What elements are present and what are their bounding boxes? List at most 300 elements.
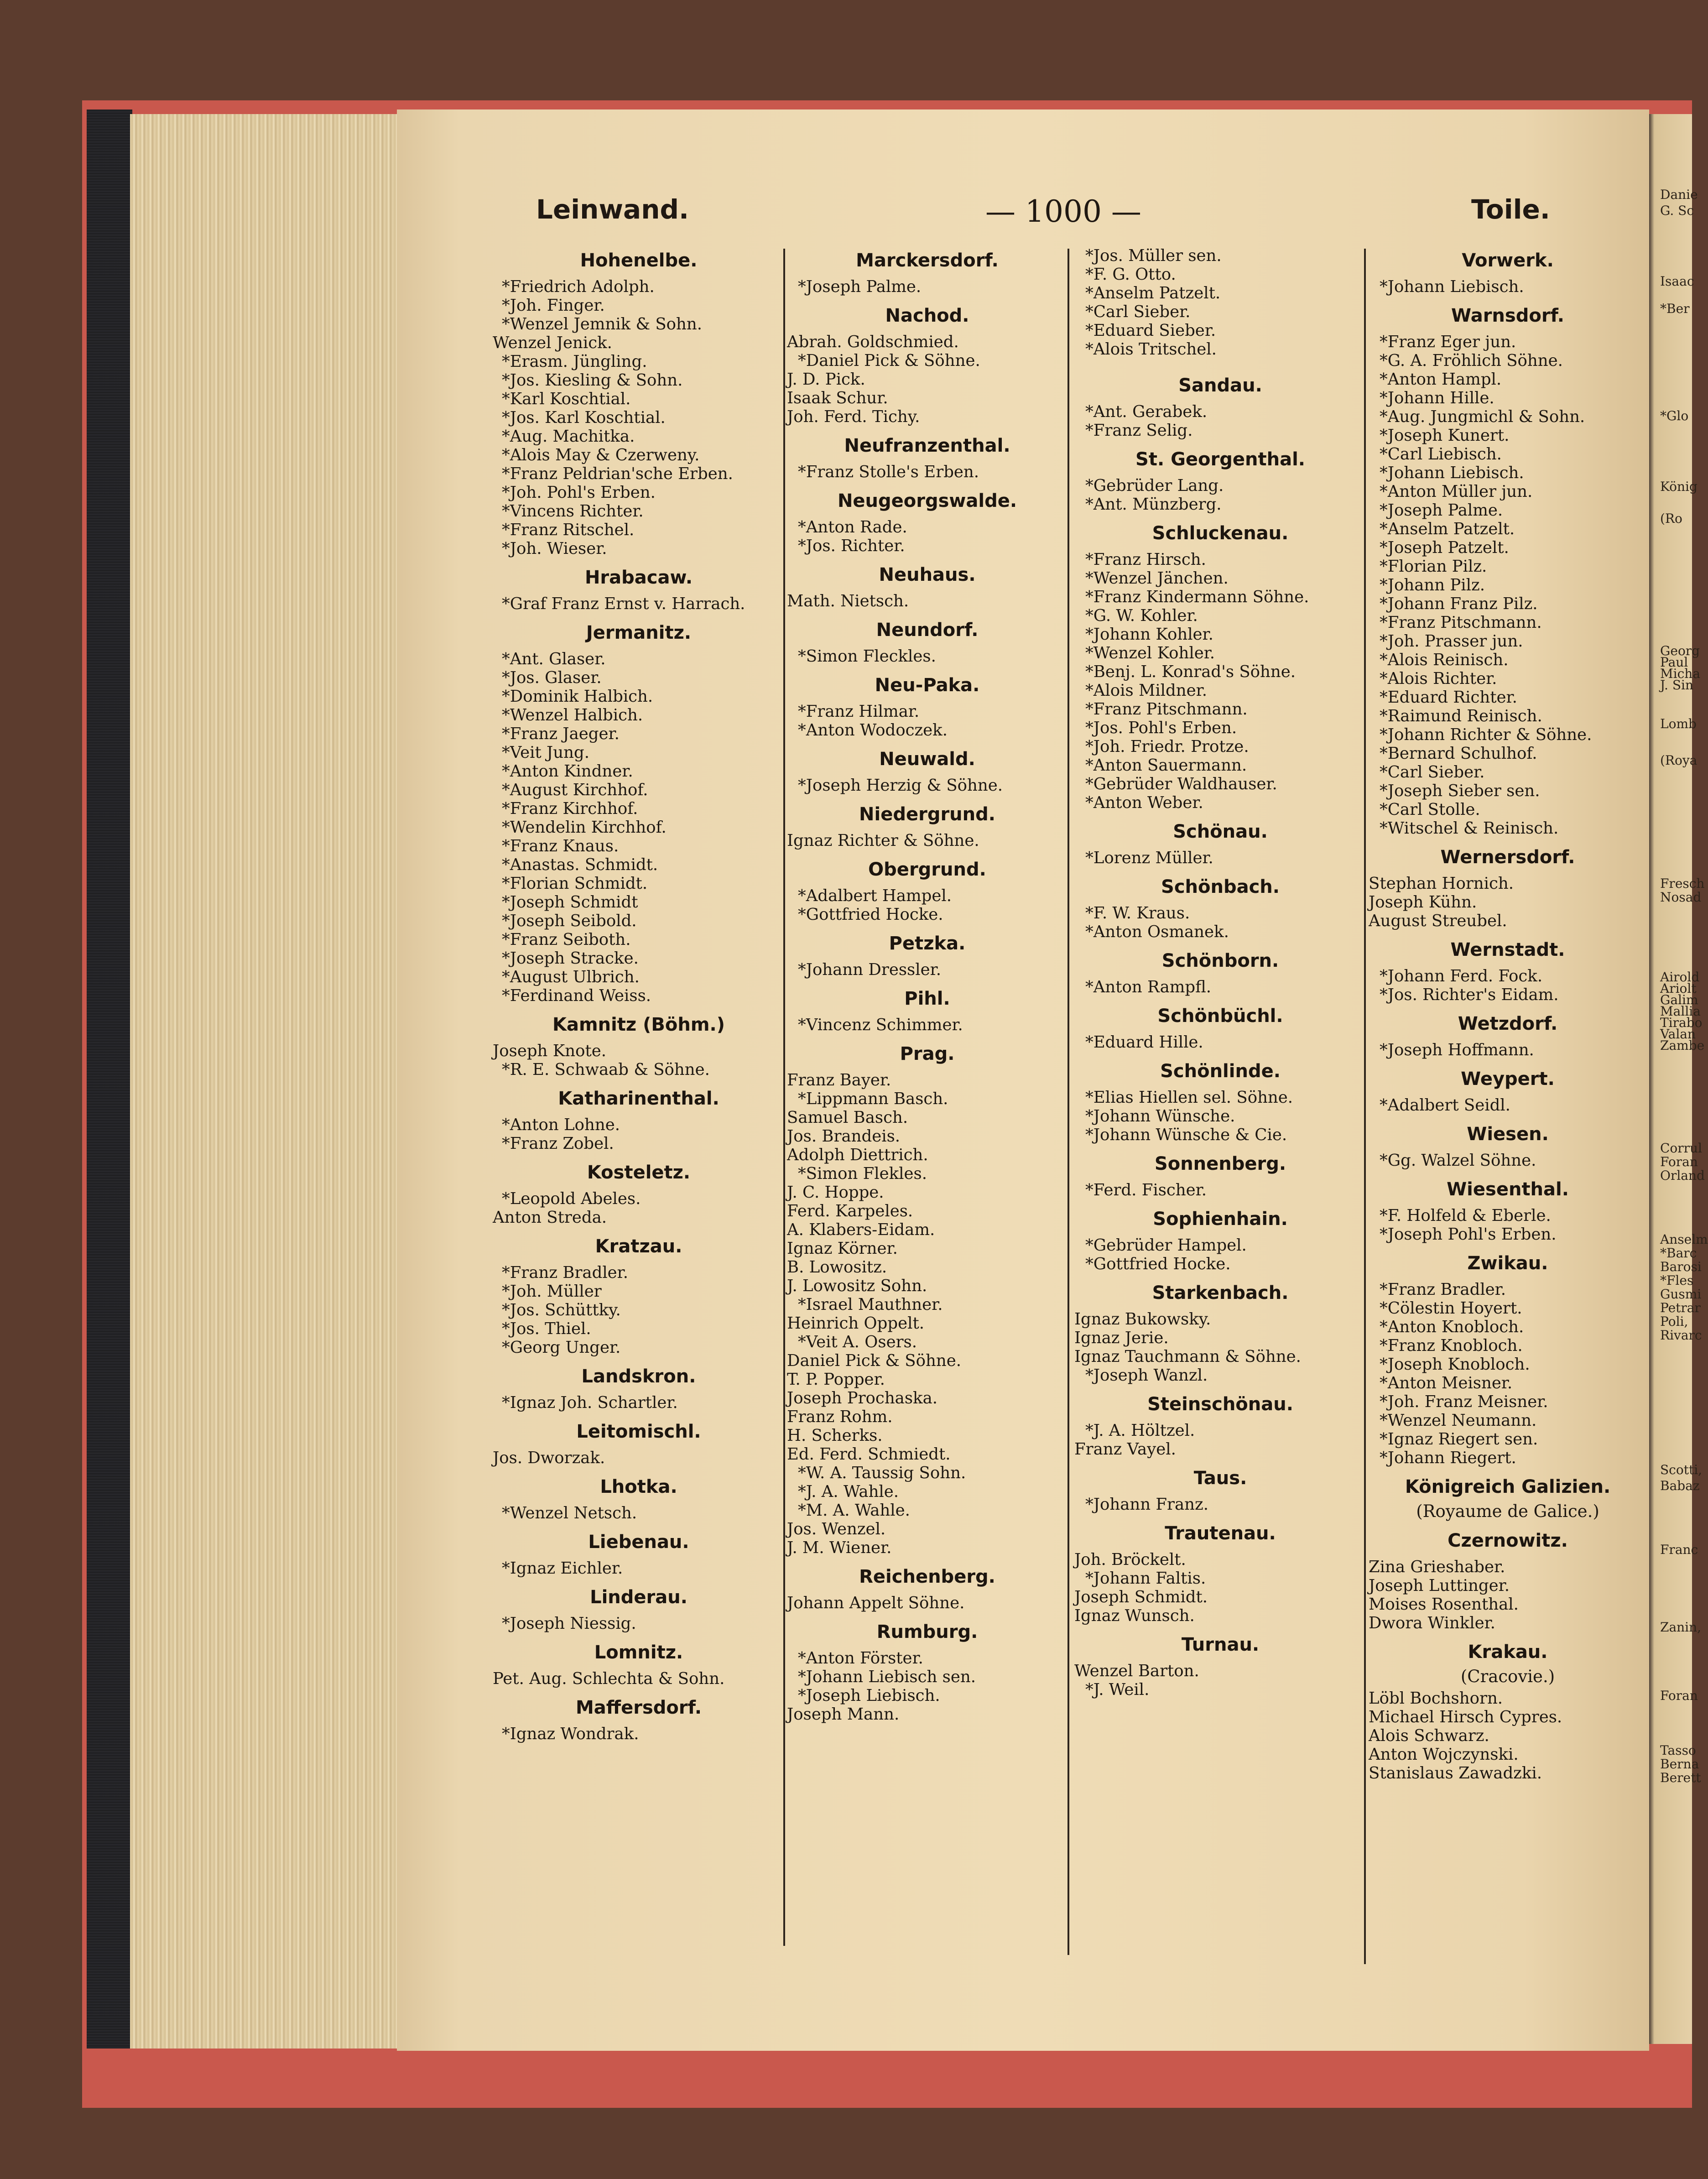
firm-entry: Johann Appelt Söhne. (787, 1594, 965, 1612)
facing-page-fragment: Scotti, (1660, 1462, 1703, 1477)
firm-entry: *Joseph Liebisch. (798, 1686, 940, 1705)
firm-entry: Wenzel Barton. (1074, 1662, 1199, 1680)
firm-entry: *Gebrüder Lang. (1085, 476, 1224, 495)
directory-column-1 (493, 246, 785, 1743)
town-heading: Sandau. (1178, 375, 1262, 396)
firm-entry: Jos. Brandeis. (787, 1127, 901, 1146)
firm-entry: *G. A. Fröhlich Söhne. (1380, 351, 1563, 370)
firm-entry: *Joh. Pohl's Erben. (502, 483, 656, 502)
firm-entry: *Franz Bradler. (502, 1263, 629, 1282)
firm-entry: *Johann Pilz. (1380, 576, 1485, 594)
firm-entry: *Erasm. Jüngling. (502, 352, 647, 371)
firm-entry: Daniel Pick & Söhne. (787, 1351, 962, 1370)
town-heading: Niedergrund. (859, 804, 995, 825)
firm-entry: *Anton Meisner. (1380, 1374, 1513, 1392)
firm-entry: *Georg Unger. (502, 1338, 621, 1357)
firm-entry: *Wenzel Netsch. (502, 1504, 637, 1522)
facing-page-fragment: Zambe (1660, 1038, 1705, 1053)
directory-column-3 (1074, 246, 1366, 1699)
facing-page-fragment: G. Sc (1660, 203, 1694, 218)
firm-entry: *Anton Hampl. (1380, 370, 1502, 389)
firm-entry: *Joseph Wanzl. (1085, 1366, 1208, 1385)
town-heading: Leitomischl. (576, 1421, 701, 1442)
firm-entry: *Jos. Richter's Eidam. (1380, 985, 1559, 1004)
firm-entry: *Ignaz Riegert sen. (1380, 1430, 1538, 1449)
town-heading: Lomnitz. (594, 1642, 683, 1663)
firm-entry: *Wenzel Kohler. (1085, 644, 1215, 662)
town-heading: Steinschönau. (1147, 1394, 1293, 1415)
firm-entry: *Gottfried Hocke. (1085, 1255, 1231, 1273)
firm-entry: *Johann Richter & Söhne. (1380, 725, 1592, 744)
firm-entry: *Ant. Münzberg. (1085, 495, 1222, 514)
firm-entry: *Joseph Kunert. (1380, 426, 1510, 445)
firm-entry: *Dominik Halbich. (502, 687, 653, 706)
firm-entry: *Adalbert Hampel. (798, 886, 952, 905)
firm-entry: *Jos. Richter. (798, 537, 905, 555)
town-heading: Neundorf. (876, 620, 979, 641)
continued-entries (1074, 246, 1366, 359)
facing-page-fragment: *Fles (1660, 1273, 1694, 1288)
facing-page-fragment: Barosi (1660, 1259, 1702, 1274)
firm-entry: Pet. Aug. Schlechta & Sohn. (493, 1669, 725, 1688)
firm-entry: Stephan Hornich. (1369, 874, 1514, 893)
page-number: — 1000 — (985, 194, 1141, 229)
facing-page-fragment: Paul (1660, 655, 1688, 670)
firm-entry: J. Lowositz Sohn. (787, 1277, 927, 1295)
town-heading: Marckersdorf. (856, 250, 999, 271)
facing-page-fragment: Gusmi (1660, 1287, 1702, 1302)
town-heading: Hohenelbe. (580, 250, 698, 271)
town-heading: Rumburg. (876, 1621, 978, 1642)
firm-entry: *Anton Weber. (1085, 793, 1203, 812)
town-heading: Trautenau. (1165, 1523, 1276, 1544)
firm-entry: Stanislaus Zawadzki. (1369, 1764, 1542, 1783)
firm-entry: Isaak Schur. (787, 389, 888, 407)
firm-entry: *Joh. Finger. (502, 296, 605, 315)
town-heading: Neugeorgswalde. (837, 490, 1017, 511)
firm-entry: *Joseph Herzig & Söhne. (798, 776, 1003, 795)
town-heading: Wiesenthal. (1447, 1179, 1569, 1200)
town-subheading: (Royaume de Galice.) (1416, 1501, 1599, 1521)
facing-page-fragment: Babaz (1660, 1478, 1700, 1493)
facing-page-fragment: Valan (1660, 1027, 1696, 1042)
firm-entry: Ignaz Bukowsky. (1074, 1310, 1211, 1329)
town-heading: Taus. (1193, 1468, 1247, 1489)
facing-page-fragment: Tirabo (1660, 1015, 1703, 1030)
firm-entry: Michael Hirsch Cypres. (1369, 1708, 1562, 1726)
firm-entry: Joseph Knote. (493, 1042, 607, 1060)
firm-entry: *Jos. Kiesling & Sohn. (502, 371, 683, 390)
firm-entry: *Johann Liebisch sen. (798, 1668, 976, 1686)
firm-entry: Heinrich Oppelt. (787, 1314, 925, 1333)
firm-entry: *Joseph Pohl's Erben. (1380, 1225, 1557, 1244)
town-heading: Katharinenthal. (558, 1088, 719, 1109)
firm-entry: Moises Rosenthal. (1369, 1595, 1519, 1614)
firm-entry: *Johann Liebisch. (1380, 277, 1524, 296)
firm-entry: *Anton Müller jun. (1380, 482, 1533, 501)
facing-page-fragment: Rivarc (1660, 1328, 1702, 1343)
facing-page-fragment: Berna (1660, 1757, 1699, 1772)
firm-entry: *Lorenz Müller. (1085, 849, 1213, 867)
town-heading: Neu-Paka. (875, 675, 980, 696)
firm-entry: *J. A. Wahle. (798, 1482, 899, 1501)
facing-page-fragment: J. Sin (1660, 678, 1694, 693)
firm-entry: Franz Rohm. (787, 1407, 893, 1426)
firm-entry: *Franz Knaus. (502, 837, 619, 855)
firm-entry: *Franz Pitschmann. (1380, 613, 1542, 632)
firm-entry: *Ferdinand Weiss. (502, 986, 651, 1005)
firm-entry: *Anton Knobloch. (1380, 1318, 1524, 1336)
firm-entry: *Jos. Glaser. (502, 668, 602, 687)
firm-entry: *Joh. Wieser. (502, 539, 607, 558)
firm-entry: *Ant. Glaser. (502, 650, 606, 668)
firm-entry: Jos. Dworzak. (493, 1449, 605, 1467)
firm-entry: *Franz Zobel. (502, 1134, 614, 1153)
firm-entry: *Joseph Niessig. (502, 1614, 636, 1633)
town-heading: Linderau. (590, 1587, 687, 1608)
firm-entry: *Jos. Thiel. (502, 1319, 591, 1338)
firm-entry: *Joh. Franz Meisner. (1380, 1392, 1548, 1411)
firm-entry: *Veit A. Osers. (798, 1333, 917, 1351)
firm-entry: *Johann Kohler. (1085, 625, 1213, 644)
firm-entry: Math. Nietsch. (787, 592, 909, 610)
firm-entry: *Gebrüder Waldhauser. (1085, 775, 1277, 793)
firm-entry: *Aug. Jungmichl & Sohn. (1380, 407, 1585, 426)
firm-entry: Ed. Ferd. Schmiedt. (787, 1445, 951, 1464)
firm-entry: *Anton Rampfl. (1085, 978, 1212, 996)
firm-entry: *Johann Riegert. (1380, 1449, 1516, 1467)
firm-entry: *Florian Pilz. (1380, 557, 1487, 576)
firm-entry: *Jos. Müller sen. (1085, 246, 1222, 265)
firm-entry: Joseph Schmidt. (1074, 1588, 1208, 1606)
firm-entry: J. M. Wiener. (787, 1538, 892, 1557)
firm-entry: *Joseph Palme. (798, 277, 922, 296)
firm-entry: *Joseph Palme. (1380, 501, 1503, 520)
firm-entry: *Wenzel Jänchen. (1085, 569, 1229, 588)
firm-entry: *Franz Selig. (1085, 421, 1193, 440)
facing-page-fragment: Galim (1660, 992, 1698, 1007)
firm-entry: *Karl Koschtial. (502, 390, 631, 408)
firm-entry: Joseph Mann. (787, 1705, 900, 1724)
town-heading: Lhotka. (600, 1476, 677, 1497)
firm-entry: Joseph Prochaska. (787, 1389, 938, 1407)
firm-entry: *Alois Tritschel. (1085, 340, 1217, 359)
firm-entry: *Vincens Richter. (502, 502, 644, 521)
facing-page-fragment: Foran (1660, 1154, 1698, 1169)
facing-page-fragment: Corrul (1660, 1141, 1703, 1156)
firm-entry: *Raimund Reinisch. (1380, 707, 1542, 725)
firm-entry: Joh. Bröckelt. (1074, 1550, 1186, 1569)
facing-page-fragment: Franc (1660, 1542, 1698, 1557)
firm-entry: *Veit Jung. (502, 743, 590, 762)
firm-entry: *Wenzel Halbich. (502, 706, 643, 725)
firm-entry: *Wendelin Kirchhof. (502, 818, 667, 837)
firm-entry: Joseph Luttinger. (1369, 1576, 1510, 1595)
firm-entry: *Alois Richter. (1380, 669, 1497, 688)
facing-page-fragment: Mallia (1660, 1004, 1701, 1019)
firm-entry: August Streubel. (1369, 912, 1507, 930)
facing-page-fragment: Airold (1660, 970, 1700, 985)
town-heading: Jermanitz. (586, 622, 692, 643)
firm-entry: *G. W. Kohler. (1085, 606, 1198, 625)
firm-entry: *Adalbert Seidl. (1380, 1096, 1510, 1115)
firm-entry: *Anastas. Schmidt. (502, 855, 658, 874)
firm-entry: *Witschel & Reinisch. (1380, 819, 1559, 838)
town-heading: Pihl. (904, 988, 950, 1009)
firm-entry: *August Kirchhof. (502, 781, 648, 799)
facing-page-fragment: (Ro (1660, 511, 1682, 526)
firm-entry: *Anton Rade. (798, 518, 907, 537)
firm-entry: *Aug. Machitka. (502, 427, 635, 446)
town-heading: Wernersdorf. (1440, 847, 1575, 868)
firm-entry: *Benj. L. Konrad's Söhne. (1085, 662, 1296, 681)
firm-entry: Anton Wojczynski. (1369, 1745, 1519, 1764)
facing-page-fragment: *Barc (1660, 1246, 1697, 1261)
firm-entry: Franz Vayel. (1074, 1440, 1176, 1459)
town-heading: Prag. (900, 1043, 955, 1064)
firm-entry: *Anton Osmanek. (1085, 923, 1229, 941)
directory-column-4 (1369, 246, 1647, 1783)
firm-entry: *Johann Wünsche & Cie. (1085, 1126, 1287, 1144)
firm-entry: *Ignaz Eichler. (502, 1559, 623, 1578)
facing-page-fragment: Anselm (1660, 1232, 1708, 1247)
firm-entry: *Franz Hilmar. (798, 702, 920, 721)
firm-entry: *M. A. Wahle. (798, 1501, 910, 1520)
facing-page-fragment: Georg (1660, 643, 1700, 658)
firm-entry: Zina Grieshaber. (1369, 1558, 1505, 1576)
town-heading: Königreich Galizien. (1405, 1476, 1611, 1497)
facing-page-fragment: Lomb (1660, 716, 1697, 731)
page-edges (130, 114, 404, 2049)
firm-entry: J. D. Pick. (787, 370, 865, 389)
firm-entry: *Leopold Abeles. (502, 1189, 641, 1208)
town-subheading: (Cracovie.) (1460, 1667, 1555, 1686)
firm-entry: *Johann Franz Pilz. (1380, 594, 1538, 613)
facing-page-fragment: Isaac (1660, 274, 1694, 289)
facing-page-fragment: Ariolt (1660, 981, 1697, 996)
town-heading: Czernowitz. (1448, 1530, 1568, 1551)
firm-entry: *Gg. Walzel Söhne. (1380, 1151, 1536, 1170)
running-header-left: Leinwand. (536, 194, 689, 225)
firm-entry: *Joh. Friedr. Protze. (1085, 737, 1249, 756)
firm-entry: *Anselm Patzelt. (1380, 520, 1515, 538)
firm-entry: *F. W. Kraus. (1085, 904, 1190, 923)
town-heading: Neufranzenthal. (844, 435, 1010, 456)
firm-entry: *Johann Ferd. Fock. (1380, 967, 1543, 985)
town-heading: Sophienhain. (1153, 1209, 1288, 1230)
firm-entry: *Wenzel Neumann. (1380, 1411, 1537, 1430)
firm-entry: *Anton Förster. (798, 1649, 923, 1668)
town-heading: St. Georgenthal. (1135, 449, 1305, 470)
town-heading: Liebenau. (588, 1532, 689, 1553)
firm-entry: *Franz Pitschmann. (1085, 700, 1248, 719)
firm-entry: *Alois Mildner. (1085, 681, 1207, 700)
firm-entry: *Joseph Stracke. (502, 949, 639, 968)
firm-entry: *Johann Franz. (1085, 1495, 1209, 1514)
facing-page-fragment: Orland (1660, 1168, 1705, 1183)
firm-entry: *Franz Seiboth. (502, 930, 631, 949)
facing-page-fragment: *Glo (1660, 408, 1689, 423)
firm-entry: A. Klabers-Eidam. (787, 1220, 935, 1239)
firm-entry: *Lippmann Basch. (798, 1090, 948, 1108)
firm-entry: Ignaz Körner. (787, 1239, 898, 1258)
firm-entry: *Joseph Sieber sen. (1380, 782, 1540, 800)
firm-entry: *Joseph Hoffmann. (1380, 1041, 1534, 1059)
firm-entry: *Eduard Hille. (1085, 1033, 1203, 1052)
firm-entry: *Franz Peldrian'sche Erben. (502, 464, 733, 483)
facing-page-fragment: Tasso (1660, 1743, 1696, 1758)
firm-entry: *Daniel Pick & Söhne. (798, 351, 980, 370)
town-heading: Wetzdorf. (1458, 1013, 1558, 1034)
facing-page-fragment: Fresch (1660, 876, 1705, 891)
firm-entry: *Jos. Karl Koschtial. (502, 408, 666, 427)
firm-entry: *Joseph Schmidt (502, 893, 638, 912)
town-heading: Sonnenberg. (1154, 1153, 1286, 1174)
firm-entry: *Franz Stolle's Erben. (798, 463, 979, 481)
facing-page-fragment: Danie (1660, 187, 1698, 202)
firm-entry: *Joh. Müller (502, 1282, 602, 1301)
firm-entry: *Franz Hirsch. (1085, 550, 1206, 569)
firm-entry: *Franz Bradler. (1380, 1280, 1506, 1299)
facing-page-fragment: Poli, (1660, 1314, 1688, 1329)
firm-entry: *Graf Franz Ernst v. Harrach. (502, 594, 745, 613)
facing-page-edge (1649, 114, 1708, 2044)
firm-entry: *Jos. Schüttky. (502, 1301, 621, 1319)
firm-entry: *Franz Kindermann Söhne. (1085, 588, 1309, 606)
town-heading: Schluckenau. (1152, 523, 1289, 544)
firm-entry: *Johann Wünsche. (1085, 1107, 1235, 1126)
firm-entry: *Simon Flekles. (798, 1164, 927, 1183)
running-header-right: Toile. (1471, 194, 1550, 225)
firm-entry: Ignaz Tauchmann & Söhne. (1074, 1347, 1301, 1366)
facing-page-fragment: (Roya (1660, 753, 1698, 768)
firm-entry: *Ignaz Joh. Schartler. (502, 1393, 678, 1412)
firm-entry: Ignaz Wunsch. (1074, 1606, 1195, 1625)
firm-entry: *Anton Lohne. (502, 1116, 620, 1134)
firm-entry: Joh. Ferd. Tichy. (787, 407, 920, 426)
firm-entry: *F. G. Otto. (1085, 265, 1176, 284)
firm-entry: *Alois May & Czerweny. (502, 446, 700, 464)
facing-page-fragment: König (1660, 479, 1698, 494)
firm-entry: *Anton Sauermann. (1085, 756, 1247, 775)
town-heading: Kamnitz (Böhm.) (552, 1014, 725, 1035)
town-heading: Zwikau. (1467, 1253, 1548, 1274)
facing-page-fragment: *Ber (1660, 301, 1690, 316)
firm-entry: *Anselm Patzelt. (1085, 284, 1221, 302)
town-heading: Reichenberg. (859, 1566, 995, 1587)
facing-page-fragment: Micha (1660, 666, 1701, 681)
facing-page-fragment: Nosad (1660, 890, 1702, 905)
firm-entry: *Ferd. Fischer. (1085, 1181, 1207, 1199)
firm-entry: *August Ulbrich. (502, 968, 640, 986)
firm-entry: *Johann Hille. (1380, 389, 1494, 407)
town-heading: Krakau. (1468, 1642, 1548, 1663)
firm-entry: *Joseph Seibold. (502, 912, 637, 930)
town-heading: Kratzau. (595, 1236, 682, 1257)
firm-entry: *J. Weil. (1085, 1680, 1150, 1699)
firm-entry: *Elias Hiellen sel. Söhne. (1085, 1088, 1293, 1107)
firm-entry: *Joh. Prasser jun. (1380, 632, 1523, 651)
firm-entry: T. P. Popper. (787, 1370, 885, 1389)
firm-entry: *Eduard Sieber. (1085, 321, 1216, 340)
firm-entry: *Anton Kindner. (502, 762, 633, 781)
firm-entry: J. C. Hoppe. (787, 1183, 884, 1202)
firm-entry: *Bernard Schulhof. (1380, 744, 1537, 763)
firm-entry: *Carl Sieber. (1085, 302, 1191, 321)
firm-entry: *Joseph Patzelt. (1380, 538, 1509, 557)
firm-entry: *R. E. Schwaab & Söhne. (502, 1060, 710, 1079)
facing-page-fragment: Zanin, (1660, 1620, 1702, 1635)
town-heading: Kosteletz. (587, 1162, 691, 1183)
firm-entry: *Ignaz Wondrak. (502, 1725, 639, 1743)
town-heading: Wernstadt. (1450, 939, 1565, 960)
firm-entry: *J. A. Höltzel. (1085, 1421, 1195, 1440)
town-heading: Starkenbach. (1152, 1282, 1289, 1303)
firm-entry: Franz Bayer. (787, 1071, 891, 1090)
firm-entry: Alois Schwarz. (1369, 1726, 1489, 1745)
firm-entry: *Gebrüder Hampel. (1085, 1236, 1247, 1255)
town-heading: Schönlinde. (1160, 1061, 1281, 1082)
directory-column-2 (787, 246, 1068, 1724)
town-heading: Neuhaus. (879, 564, 976, 585)
firm-entry: *Simon Fleckles. (798, 647, 936, 666)
firm-entry: *Alois Reinisch. (1380, 651, 1509, 669)
firm-entry: Ignaz Richter & Söhne. (787, 831, 979, 850)
town-heading: Weypert. (1461, 1069, 1555, 1090)
firm-entry: *Franz Kirchhof. (502, 799, 638, 818)
firm-entry: *Florian Schmidt. (502, 874, 648, 893)
firm-entry: *Carl Liebisch. (1380, 445, 1502, 464)
firm-entry: B. Lowositz. (787, 1258, 887, 1277)
town-heading: Schönau. (1173, 821, 1268, 842)
firm-entry: *Johann Liebisch. (1380, 464, 1524, 482)
firm-entry: *Ant. Gerabek. (1085, 402, 1208, 421)
town-heading: Vorwerk. (1462, 250, 1554, 271)
firm-entry: Jos. Wenzel. (787, 1520, 886, 1538)
facing-page-fragment: Petrar (1660, 1300, 1701, 1315)
firm-entry: *Joseph Knobloch. (1380, 1355, 1530, 1374)
firm-entry: *W. A. Taussig Sohn. (798, 1464, 966, 1482)
firm-entry: *Carl Sieber. (1380, 763, 1485, 782)
firm-entry: Dwora Winkler. (1369, 1614, 1495, 1632)
firm-entry: *Franz Eger jun. (1380, 333, 1516, 351)
town-heading: Wiesen. (1467, 1124, 1549, 1145)
town-heading: Hrabacaw. (584, 567, 693, 588)
firm-entry: Samuel Basch. (787, 1108, 908, 1127)
town-heading: Neuwald. (879, 749, 975, 770)
firm-entry: Ignaz Jerie. (1074, 1329, 1169, 1347)
firm-entry: *Anton Wodoczek. (798, 721, 948, 740)
town-heading: Landskron. (581, 1366, 696, 1387)
facing-page-fragment: Foran (1660, 1688, 1698, 1703)
town-heading: Maffersdorf. (575, 1697, 702, 1718)
firm-entry: *Eduard Richter. (1380, 688, 1517, 707)
book-spine (87, 109, 132, 2049)
firm-entry: *Cölestin Hoyert. (1380, 1299, 1522, 1318)
firm-entry: Joseph Kühn. (1369, 893, 1477, 912)
firm-entry: *Vincenz Schimmer. (798, 1016, 963, 1034)
firm-entry: *Franz Knobloch. (1380, 1336, 1523, 1355)
firm-entry: *Franz Jaeger. (502, 725, 620, 743)
town-heading: Schönborn. (1161, 950, 1279, 971)
town-heading: Schönbach. (1161, 876, 1280, 897)
firm-entry: Ferd. Karpeles. (787, 1202, 913, 1220)
firm-entry: *Carl Stolle. (1380, 800, 1480, 819)
column-rule (1068, 249, 1069, 1955)
firm-entry: *Johann Dressler. (798, 960, 941, 979)
firm-entry: Abrah. Goldschmied. (787, 333, 959, 351)
firm-entry: *Israel Mauthner. (798, 1295, 943, 1314)
